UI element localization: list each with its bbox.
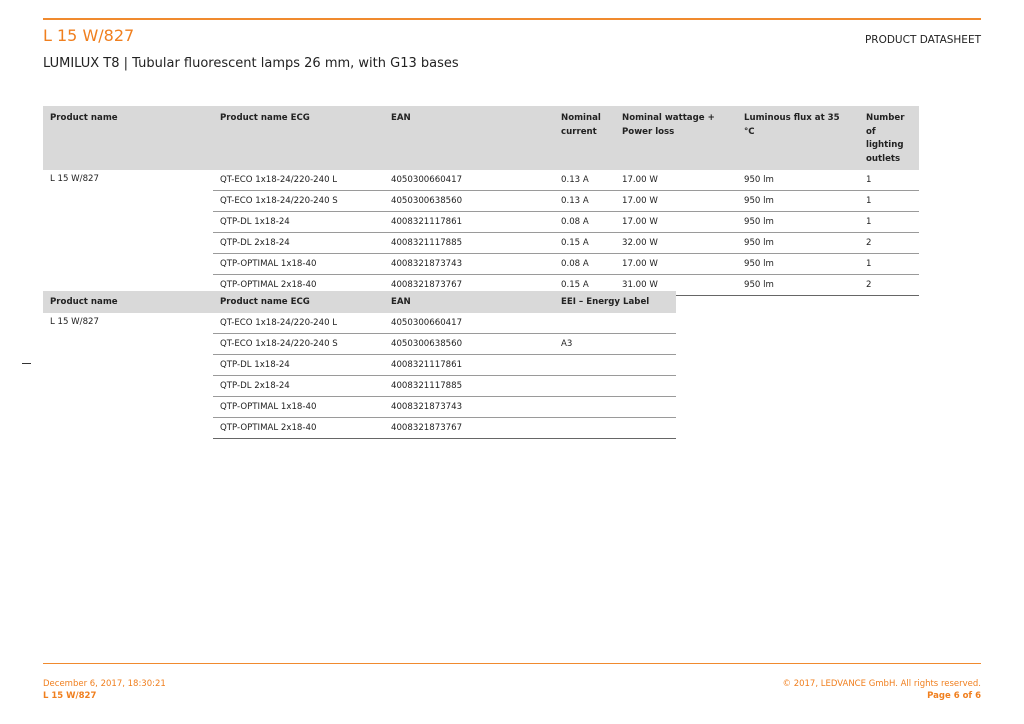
table-header-row: [43, 291, 676, 313]
wattage-cell: 17.00 W: [615, 212, 737, 233]
current-cell: 0.15 A: [554, 275, 615, 296]
ecg-cell: QTP-DL 2x18-24: [213, 375, 384, 396]
eei-cell: [554, 396, 676, 417]
column-header: Luminous flux at 35 °C: [737, 106, 859, 170]
column-header: EAN: [384, 106, 554, 170]
column-header: Number of lighting outlets: [859, 106, 919, 170]
eei-cell: [554, 354, 676, 375]
ean-cell: 4008321873767: [384, 417, 554, 438]
ecg-cell: QT-ECO 1x18-24/220-240 L: [213, 313, 384, 334]
ecg-cell: QTP-DL 1x18-24: [213, 212, 384, 233]
ean-cell: 4050300638560: [384, 333, 554, 354]
outlets-cell: 1: [859, 254, 919, 275]
ean-cell: 4008321873767: [384, 275, 554, 296]
wattage-cell: 31.00 W: [615, 275, 737, 296]
ecg-cell: QTP-OPTIMAL 1x18-40: [213, 396, 384, 417]
outlets-cell: 1: [859, 170, 919, 191]
current-cell: 0.08 A: [554, 212, 615, 233]
current-cell: 0.13 A: [554, 191, 615, 212]
table-header-row: [43, 106, 919, 170]
ean-cell: 4008321117885: [384, 233, 554, 254]
wattage-cell: 17.00 W: [615, 191, 737, 212]
table-row: [43, 313, 676, 334]
outlets-cell: 2: [859, 233, 919, 254]
wattage-cell: 17.00 W: [615, 170, 737, 191]
ecg-specs-table: [43, 106, 919, 296]
ean-cell: 4050300660417: [384, 170, 554, 191]
eei-cell: [554, 417, 676, 438]
column-header: Product name ECG: [213, 291, 384, 313]
flux-cell: 950 lm: [737, 233, 859, 254]
wattage-cell: 17.00 W: [615, 254, 737, 275]
footer-page-number: Page 6 of 6: [927, 691, 981, 701]
eei-cell: [554, 375, 676, 396]
column-header: Nominal current: [554, 106, 615, 170]
ecg-cell: QT-ECO 1x18-24/220-240 L: [213, 170, 384, 191]
document-title: L 15 W/827: [43, 26, 135, 45]
margin-fold-mark: [22, 363, 31, 364]
ecg-cell: QT-ECO 1x18-24/220-240 S: [213, 333, 384, 354]
column-header: Product name: [43, 106, 213, 170]
document-type-label: PRODUCT DATASHEET: [864, 34, 981, 46]
column-header: Nominal wattage + Power loss: [615, 106, 737, 170]
footer-product-name: L 15 W/827: [43, 691, 97, 701]
ean-cell: 4008321873743: [384, 396, 554, 417]
current-cell: 0.08 A: [554, 254, 615, 275]
table-row: [43, 170, 919, 191]
ean-cell: 4050300660417: [384, 313, 554, 334]
eei-cell: [554, 313, 676, 334]
product-name-cell: L 15 W/827: [50, 174, 99, 184]
ecg-cell: QT-ECO 1x18-24/220-240 S: [213, 191, 384, 212]
product-name-cell: L 15 W/827: [50, 316, 99, 327]
flux-cell: 950 lm: [737, 212, 859, 233]
column-header: EAN: [384, 291, 554, 313]
eei-cell: A3: [554, 333, 676, 354]
flux-cell: 950 lm: [737, 191, 859, 212]
ean-cell: 4008321117885: [384, 375, 554, 396]
current-cell: 0.13 A: [554, 170, 615, 191]
document-subtitle: LUMILUX T8 | Tubular fluorescent lamps 26 mm, with G13 bases: [43, 56, 459, 71]
outlets-cell: 2: [859, 275, 919, 296]
ecg-cell: QTP-OPTIMAL 2x18-40: [213, 275, 384, 296]
outlets-cell: 1: [859, 212, 919, 233]
footer-copyright: © 2017, LEDVANCE GmbH. All rights reserved.: [782, 679, 981, 689]
ecg-cell: QTP-DL 1x18-24: [213, 354, 384, 375]
ecg-cell: QTP-OPTIMAL 1x18-40: [213, 254, 384, 275]
column-header: Product name: [43, 291, 213, 313]
footer-divider: [43, 663, 981, 664]
ean-cell: 4008321117861: [384, 212, 554, 233]
flux-cell: 950 lm: [737, 254, 859, 275]
ean-cell: 4050300638560: [384, 191, 554, 212]
column-header: Product name ECG: [213, 106, 384, 170]
flux-cell: 950 lm: [737, 275, 859, 296]
ecg-cell: QTP-OPTIMAL 2x18-40: [213, 417, 384, 438]
footer-date: December 6, 2017, 18:30:21: [43, 679, 166, 689]
current-cell: 0.15 A: [554, 233, 615, 254]
column-header: EEI – Energy Label: [554, 291, 676, 313]
ecg-cell: QTP-DL 2x18-24: [213, 233, 384, 254]
energy-label-table: [43, 291, 676, 439]
outlets-cell: 1: [859, 191, 919, 212]
wattage-cell: 32.00 W: [615, 233, 737, 254]
header-divider: [43, 18, 981, 20]
ean-cell: 4008321117861: [384, 354, 554, 375]
flux-cell: 950 lm: [737, 170, 859, 191]
ean-cell: 4008321873743: [384, 254, 554, 275]
